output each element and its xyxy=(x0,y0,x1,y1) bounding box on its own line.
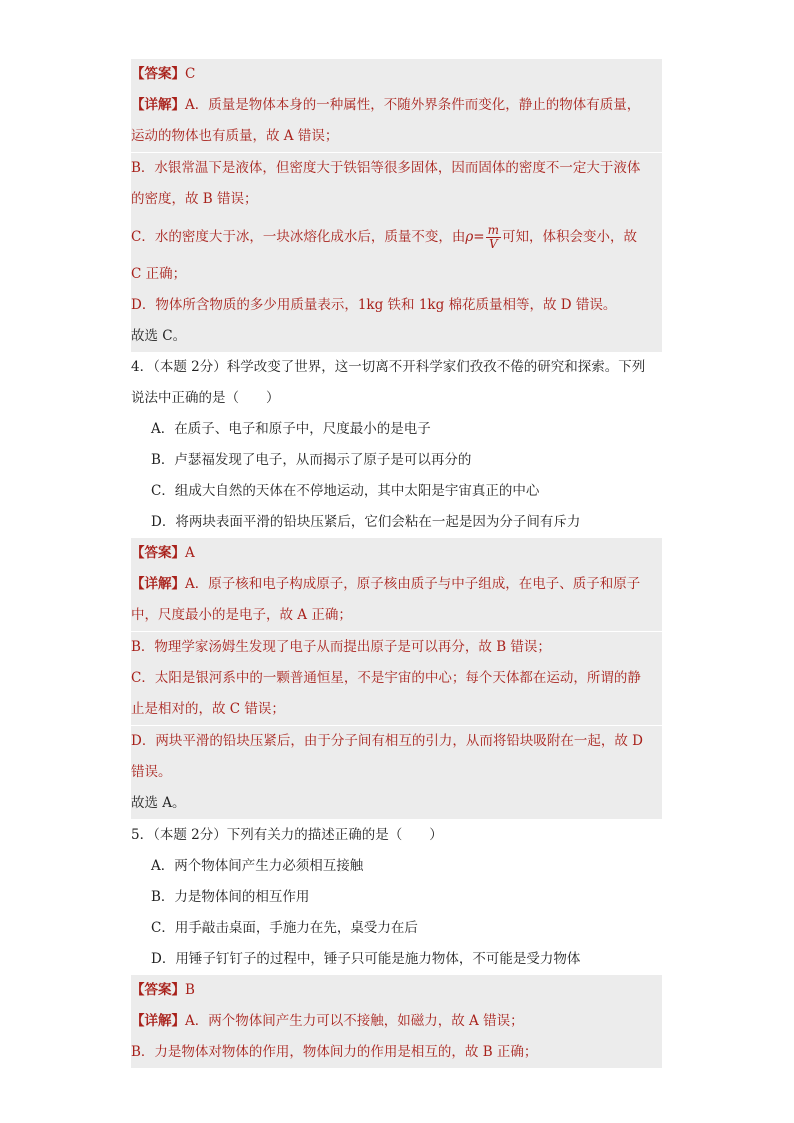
q3-detail-line-2: 运动的物体也有质量，故 A 错误； xyxy=(131,121,662,152)
q4-option-a: A．在质子、电子和原子中，尺度最小的是电子 xyxy=(151,421,431,437)
detail-tag: 【详解】 xyxy=(131,576,185,592)
fraction-numerator: m xyxy=(487,223,499,237)
q3-explain-c-text-2: 可知，体积会变小，故 xyxy=(501,229,637,245)
q5-option-b: B．力是物体间的相互作用 xyxy=(151,889,310,905)
q3-answer: C xyxy=(185,66,196,82)
q3-choose-line: 故选 C。 xyxy=(131,321,662,352)
fraction-denominator: V xyxy=(488,237,498,251)
q3-detail-text-1: A．质量是物体本身的一种属性，不随外界条件而变化，静止的物体有质量， xyxy=(185,97,641,113)
q3-explain-c-text-1: C．水的密度大于冰，一块冰熔化成水后，质量不变，由 xyxy=(131,229,466,245)
q4-detail-text-1: A．原子核和电子构成原子，原子核由质子与中子组成，在电子、质子和原子 xyxy=(185,576,641,592)
q3-explain-c-line-2: C 正确； xyxy=(131,259,662,290)
q5-stem: 5．（本题 2分）下列有关力的描述正确的是（ ） xyxy=(131,827,443,843)
q5-detail-text-1: A．两个物体间产生力可以不接触，如磁力，故 A 错误； xyxy=(185,1013,524,1029)
answer-tag: 【答案】 xyxy=(131,66,185,82)
q5-option-a: A．两个物体间产生力必须相互接触 xyxy=(151,858,364,874)
q4-answer: A xyxy=(185,545,195,561)
q4-explain-c-line-1: C．太阳是银河系中的一颗普通恒星，不是宇宙的中心；每个天体都在运动，所谓的静 xyxy=(131,663,662,694)
q3-detail-line-1 xyxy=(131,90,662,121)
density-fraction xyxy=(486,224,501,251)
q4-option-d: D．将两块表面平滑的铅块压紧后，它们会粘在一起是因为分子间有斥力 xyxy=(151,514,581,530)
q5-answer: B xyxy=(185,982,195,998)
q5-explain-b-line: B．力是物体对物体的作用，物体间力的作用是相互的，故 B 正确； xyxy=(131,1037,662,1068)
answer-tag: 【答案】 xyxy=(131,982,185,998)
q4-explain-d-line-2: 错误。 xyxy=(131,757,662,788)
q3-explain-d-line: D．物体所含物质的多少用质量表示，1kg 铁和 1kg 棉花质量相等，故 D 错误。 xyxy=(131,290,662,321)
equals-sign: = xyxy=(473,229,485,245)
q5-option-d: D．用锤子钉钉子的过程中，锤子只可能是施力物体，不可能是受力物体 xyxy=(151,951,581,967)
detail-tag: 【详解】 xyxy=(131,97,185,113)
q5-answer-row xyxy=(131,975,662,1006)
q5-option-c: C．用手敲击桌面，手施力在先，桌受力在后 xyxy=(151,920,418,936)
q5-detail-line-1 xyxy=(131,1006,662,1037)
q3-explain-c-line-1 xyxy=(131,215,662,259)
answer-tag: 【答案】 xyxy=(131,545,185,561)
q3-answer-row xyxy=(131,59,662,90)
q4-choose-line: 故选 A。 xyxy=(131,788,662,819)
q4-answer-row xyxy=(131,538,662,569)
q3-explain-b-line-2: 的密度，故 B 错误； xyxy=(131,184,662,215)
q3-explain-b-line-1: B．水银常温下是液体，但密度大于铁铝等很多固体，因而固体的密度不一定大于液体 xyxy=(131,153,662,184)
rho-symbol: ρ xyxy=(465,229,474,245)
q4-explain-b-line: B．物理学家汤姆生发现了电子从而提出原子是可以再分，故 B 错误； xyxy=(131,632,662,663)
q4-option-c: C．组成大自然的天体在不停地运动，其中太阳是宇宙真正的中心 xyxy=(151,483,540,499)
q4-detail-line-2: 中，尺度最小的是电子，故 A 正确； xyxy=(131,600,662,631)
q4-stem-line-1: 4．（本题 2分）科学改变了世界，这一切离不开科学家们孜孜不倦的研究和探索。下列 xyxy=(131,359,646,375)
q4-explain-c-line-2: 止是相对的，故 C 错误； xyxy=(131,694,662,725)
q4-option-b: B．卢瑟福发现了电子，从而揭示了原子是可以再分的 xyxy=(151,452,472,468)
q4-explain-d-line-1: D．两块平滑的铅块压紧后，由于分子间有相互的引力，从而将铅块吸附在一起，故 D xyxy=(131,726,662,757)
q4-stem-line-2: 说法中正确的是（ ） xyxy=(131,390,280,406)
detail-tag: 【详解】 xyxy=(131,1013,185,1029)
q4-detail-line-1 xyxy=(131,569,662,600)
